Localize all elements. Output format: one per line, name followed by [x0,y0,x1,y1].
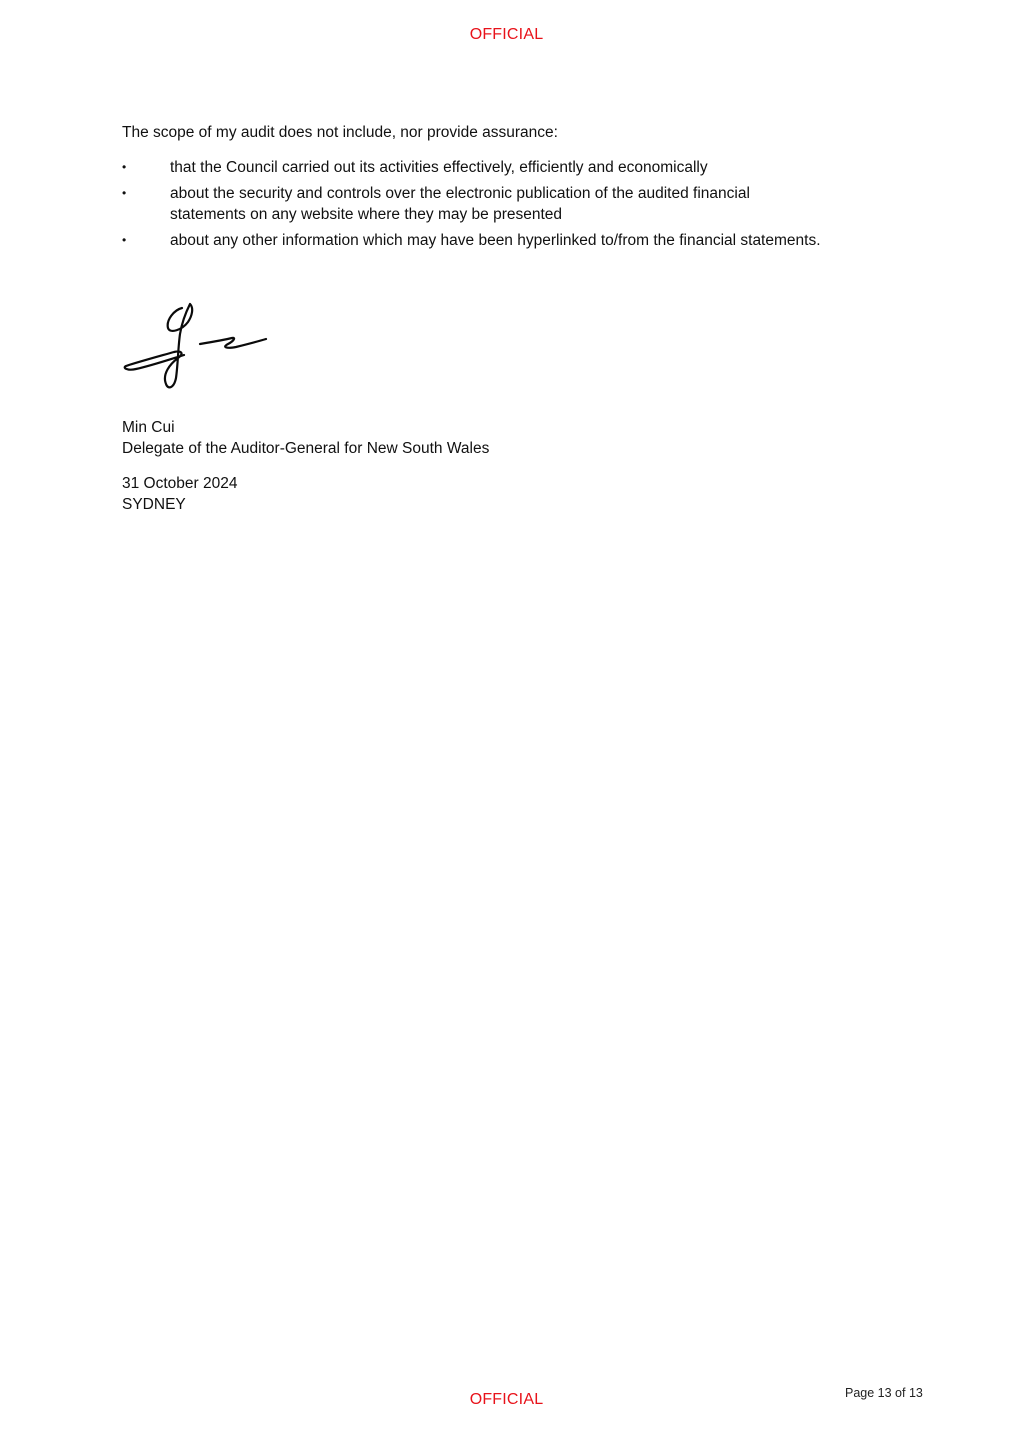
bullet-icon: • [122,186,127,200]
list-item-text: about any other information which may have been hyperlinked to/from the financial statements. [170,232,821,249]
signatory-name: Min Cui [122,419,175,436]
scope-bullet-list [122,157,912,251]
signatory-details [122,417,489,459]
page-number: Page 13 of 13 [845,1386,923,1400]
list-item [122,183,810,225]
signoff-date: 31 October 2024 [122,475,238,492]
list-item [122,230,912,251]
handwritten-signature-icon [120,298,270,394]
list-item-text: about the security and controls over the electronic publication of the audited financial statements on any website where they may be presented [170,185,750,223]
date-location [122,473,489,515]
list-item-text: that the Council carried out its activities effectively, efficiently and economically [170,159,708,176]
bullet-icon: • [122,160,127,174]
scope-intro-text: The scope of my audit does not include, nor provide assurance: [122,124,558,141]
header-classification-label: OFFICIAL [469,26,544,43]
bullet-icon: • [122,233,127,247]
signatory-title: Delegate of the Auditor-General for New South Wales [122,440,490,457]
list-item [122,157,912,178]
signoff-location: SYDNEY [122,496,186,513]
audit-scope-section [122,122,912,256]
footer-classification-label: OFFICIAL [469,1391,544,1408]
signoff-block [122,417,489,529]
